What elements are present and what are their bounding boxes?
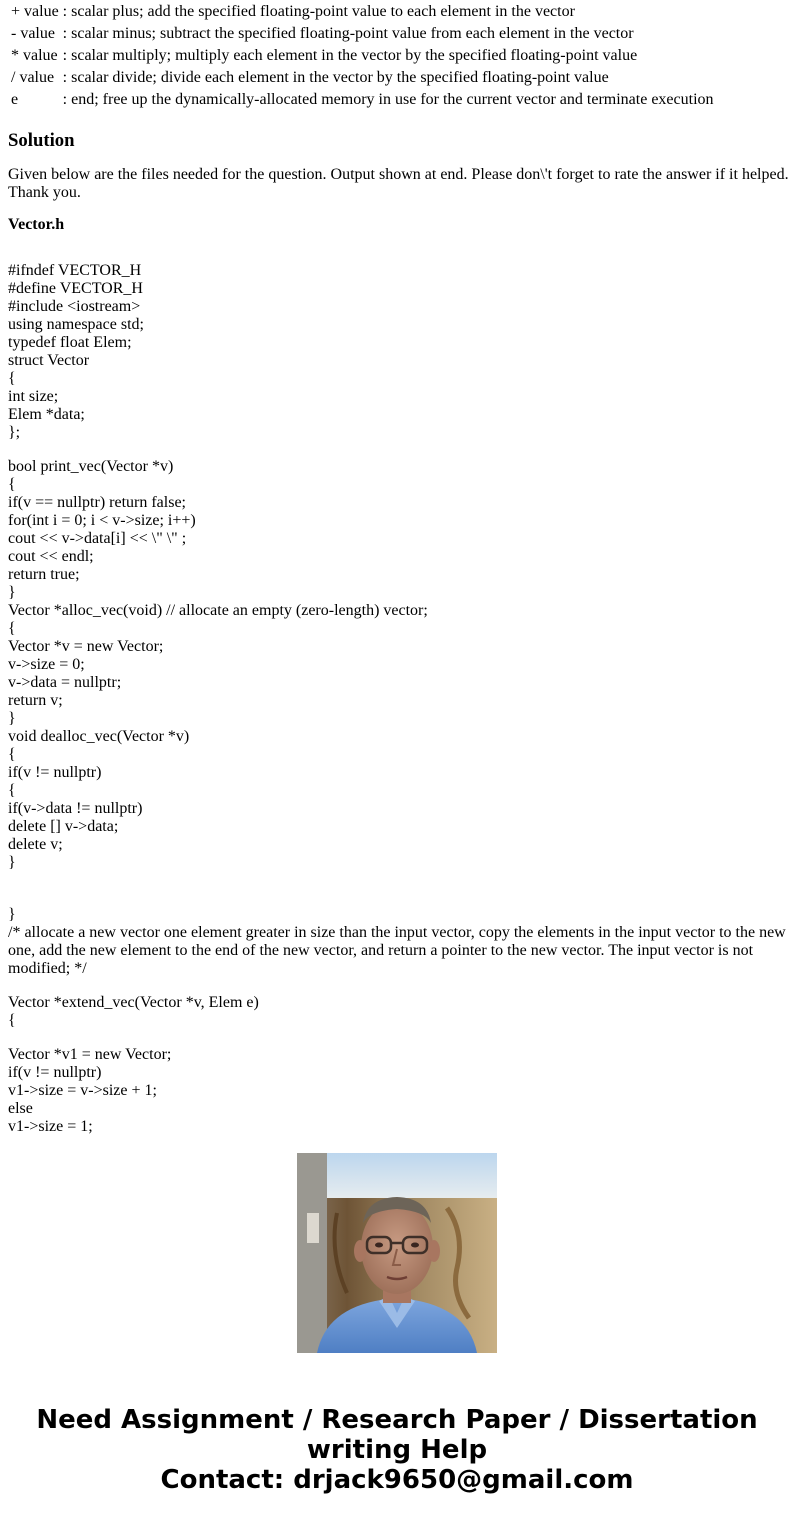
operation-symbol: - value	[11, 25, 55, 42]
portrait-image	[297, 1153, 497, 1353]
code-line: Vector *extend_vec(Vector *v, Elem e)	[8, 994, 259, 1011]
promo-line-2: writing Help	[306, 1435, 488, 1465]
code-line: v1->size = 1;	[8, 1118, 93, 1135]
solution-intro: Given below are the files needed for the question. Output shown at end. Please don\'t forget to rate the answer if it helped. Thank you.	[8, 166, 789, 201]
code-line: {	[8, 746, 16, 763]
code-line: if(v->data != nullptr)	[8, 800, 143, 817]
operation-symbol: / value	[11, 69, 55, 86]
code-line: v->size = 0;	[8, 656, 85, 673]
code-line: delete [] v->data;	[8, 818, 119, 835]
code-line: #define VECTOR_H	[8, 280, 143, 297]
promo-contact: Contact: drjack9650@gmail.com	[160, 1465, 634, 1495]
operation-symbol: + value	[11, 3, 59, 20]
code-line: else	[8, 1100, 33, 1117]
operation-row	[10, 68, 715, 88]
operations-table	[8, 0, 717, 112]
operation-row	[10, 90, 715, 110]
code-line: return true;	[8, 566, 80, 583]
code-line: Elem *data;	[8, 406, 85, 423]
code-line: {	[8, 370, 16, 387]
operation-description: : scalar plus; add the specified floating-point value to each element in the vector	[62, 3, 575, 20]
code-line: cout << v->data[i] << \" \" ;	[8, 530, 187, 547]
code-line: delete v;	[8, 836, 63, 853]
operation-description: : end; free up the dynamically-allocated memory in use for the current vector and terminate execution	[62, 91, 714, 108]
code-line: }	[8, 584, 16, 601]
code-line: for(int i = 0; i < v->size; i++)	[8, 512, 196, 529]
operation-description: : scalar multiply; multiply each element in the vector by the specified floating-point value	[62, 47, 638, 64]
operation-symbol: * value	[11, 47, 58, 64]
code-line: v->data = nullptr;	[8, 674, 122, 691]
code-line: {	[8, 782, 16, 799]
operation-row	[10, 2, 715, 22]
code-line: v1->size = v->size + 1;	[8, 1082, 157, 1099]
promo-section	[0, 1123, 794, 1523]
file-name: Vector.h	[8, 216, 65, 233]
code-line: };	[8, 424, 21, 441]
code-listing	[8, 262, 794, 1136]
code-line: if(v != nullptr)	[8, 1064, 102, 1081]
code-line: using namespace std;	[8, 316, 144, 333]
promo-text	[0, 1405, 794, 1495]
code-line: cout << endl;	[8, 548, 94, 565]
code-line: }	[8, 854, 16, 871]
code-line: {	[8, 1012, 16, 1029]
operation-description: : scalar minus; subtract the specified floating-point value from each element in the vector	[62, 25, 634, 42]
code-line: int size;	[8, 388, 59, 405]
solution-heading: Solution	[8, 130, 75, 151]
code-line: bool print_vec(Vector *v)	[8, 458, 174, 475]
code-line: typedef float Elem;	[8, 334, 132, 351]
document-body	[8, 0, 794, 1135]
operation-row	[10, 24, 715, 44]
code-line: Vector *v1 = new Vector;	[8, 1046, 172, 1063]
code-line: if(v != nullptr)	[8, 764, 102, 781]
code-line: #include <iostream>	[8, 298, 141, 315]
code-line: return v;	[8, 692, 63, 709]
code-line: void dealloc_vec(Vector *v)	[8, 728, 190, 745]
code-line: struct Vector	[8, 352, 90, 369]
code-line: {	[8, 476, 16, 493]
code-line: }	[8, 710, 16, 727]
promo-line-1: Need Assignment / Research Paper / Dissertation	[36, 1405, 758, 1435]
code-line: Vector *alloc_vec(void) // allocate an empty (zero-length) vector;	[8, 602, 428, 619]
operation-description: : scalar divide; divide each element in the vector by the specified floating-point value	[62, 69, 609, 86]
code-line: {	[8, 620, 16, 637]
operation-row	[10, 46, 715, 66]
code-line: if(v == nullptr) return false;	[8, 494, 186, 511]
operation-symbol: e	[11, 91, 19, 108]
code-comment: /* allocate a new vector one element greater in size than the input vector, copy the elements in the input vector to the new one, add the new element to the end of the new vector, and return a pointer to the new vector. The input vector is not modified; */	[8, 924, 790, 977]
code-line: #ifndef VECTOR_H	[8, 262, 142, 279]
code-line: Vector *v = new Vector;	[8, 638, 164, 655]
author-photo	[297, 1153, 497, 1353]
code-line: }	[8, 906, 16, 923]
